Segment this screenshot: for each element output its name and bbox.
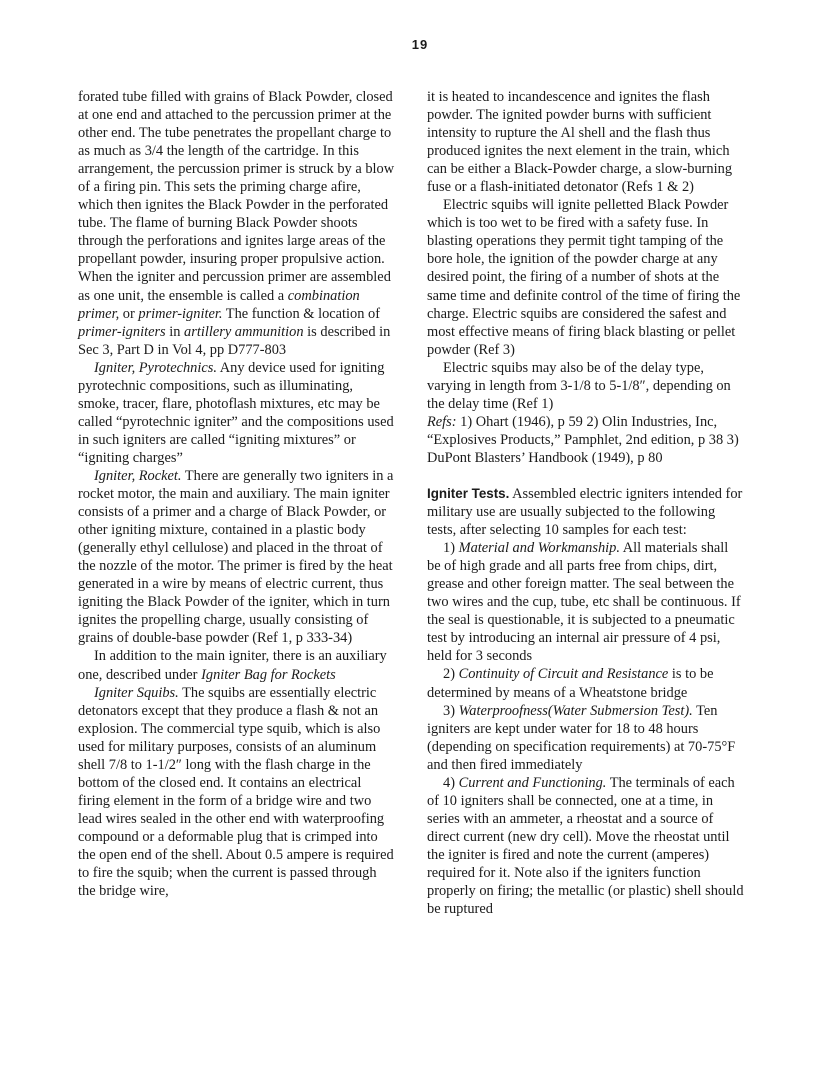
paragraph-igniter-squibs: Igniter Squibs. The squibs are essentially electric detonators except that they produce a flash & not an explosion. The commercial type squib, which is also used for military purposes, consists of an aluminum shell 7/8 to 1-1/2″ long with the flash charge in the bottom of the closed end. It contains an electrical firing element in the form of a bridge wire and two lead wires sealed in the other end with waterproofing compound or a deformable plug that is crimped into the open end of the shell. About 0.5 ampere is required to fire the squib; when the current is passed through the bridge wire, [78, 684, 394, 900]
heading-igniter-rocket: Igniter, Rocket. [94, 467, 182, 484]
references-label: Refs: [427, 413, 457, 430]
paragraph-electric-squibs: Electric squibs will ignite pelletted Black Powder which is too wet to be fired with a safety fuse. In blasting operations they permit tight tamping of the bore hole, the ignition of the powder charge at any desired point, the firing of a number of shots at the same time and definite control of the time of firing the charge. Electric squibs are considered the safest and most effective means of firing black blasting or pellet powder (Ref 3) [427, 197, 741, 358]
heading-igniter-tests: Igniter Tests. [427, 485, 510, 501]
paragraph-squib-continued: it is heated to incandescence and ignites the flash powder. The ignited powder burns with sufficient intensity to rupture the Al shell and the flash thus produced ignites the next element in the train, which can be either a Black-Powder charge, a slow-burning fuse or a flash-initiated detonator (Refs 1 & 2) [427, 89, 733, 196]
right-column [427, 88, 745, 918]
page-number: 19 [411, 37, 429, 52]
paragraph-igniter-tests: Igniter Tests. Assembled electric igniters intended for military use are usually subjected to the following tests, after selecting 10 samples for each test: [427, 485, 743, 539]
section-gap [427, 467, 745, 485]
test-item-current-functioning: 4) Current and Functioning. The terminals of each of 10 igniters shall be connected, one at a time, in series with an ammeter, a rheostat and a source of direct current (new dry cell). Move the rheostat until the igniter is fired and note the current (amperes) required for it. Note also if the igniters function properly on firing; the metallic (or plastic) shell should be ruptured [427, 774, 744, 918]
test-item-material-workmanship: 1) Material and Workmanship. All materials shall be of high grade and all parts free from chips, dirt, grease and other foreign matter. The seal between the two wires and the cup, tube, etc shall be continuous. If the seal is questionable, it is subjected to a pneumatic test by introducing an internal air pressure of 4 psi, held for 3 seconds [427, 540, 741, 665]
paragraph-igniter-rocket: Igniter, Rocket. There are generally two igniters in a rocket motor, the main and auxiliary. The main igniter consists of a primer and a charge of Black Powder, or other igniting mixture, contained in a plastic body (generally ethyl cellulose) and placed in the throat of the nozzle of the motor. The primer is fired by the heat generated in a wire by means of electric current, thus igniting the Black Powder of the igniter, which in turn ignites the propelling charge, usually consisting of grains of double-base powder (Ref 1, p 333-34) [78, 467, 394, 647]
paragraph-auxiliary-igniter: In addition to the main igniter, there is an auxiliary one, described under Igniter Bag for Rockets [78, 648, 387, 683]
heading-igniter-pyrotechnics: Igniter, Pyrotechnics. [94, 359, 217, 376]
references: Refs: 1) Ohart (1946), p 59 2) Olin Industries, Inc, “Explosives Products,” Pamphlet, 2nd edition, p 38 3) DuPont Blasters’ Handbook (1949), p 80 [427, 413, 739, 466]
paragraph-igniter-pyrotechnics: Igniter, Pyrotechnics. Any device used for igniting pyrotechnic compositions, such as illuminating, smoke, tracer, flare, photoflash mixtures, etc may be called “pyrotechnic igniter” and the compositions used in such igniters are called “igniting mixtures” or “igniting charges” [78, 359, 394, 466]
paragraph-delay-squibs: Electric squibs may also be of the delay type, varying in length from 3-1/8 to 5-1/8″, depending on the delay time (Ref 1) [427, 359, 731, 412]
left-column [78, 88, 396, 900]
test-item-waterproofness: 3) Waterproofness(Water Submersion Test). Ten igniters are kept under water for 18 to 48 hours (depending on specification requirements) at 70-75°F and then fired immediately [427, 702, 736, 773]
heading-igniter-squibs: Igniter Squibs. [94, 684, 179, 701]
test-item-continuity: 2) Continuity of Circuit and Resistance is to be determined by means of a Wheatstone bridge [427, 666, 714, 701]
paragraph-primer-igniter: forated tube filled with grains of Black Powder, closed at one end and attached to the percussion primer at the other end. The tube penetrates the propellant charge to as much as 3/4 the length of the cartridge. In this arrangement, the percussion primer is struck by a blow of a firing pin. This sets the priming charge afire, which then ignites the Black Powder in the perforated tube. The flame of burning Black Powder shoots through the perforations and ignites large areas of the propellant powder, insuring proper propulsive action. When the igniter and percussion primer are assembled as one unit, the ensemble is called a combination primer, or primer-igniter. The function & location of primer-igniters in artillery ammunition is described in Sec 3, Part D in Vol 4, pp D777-803 [78, 89, 395, 358]
